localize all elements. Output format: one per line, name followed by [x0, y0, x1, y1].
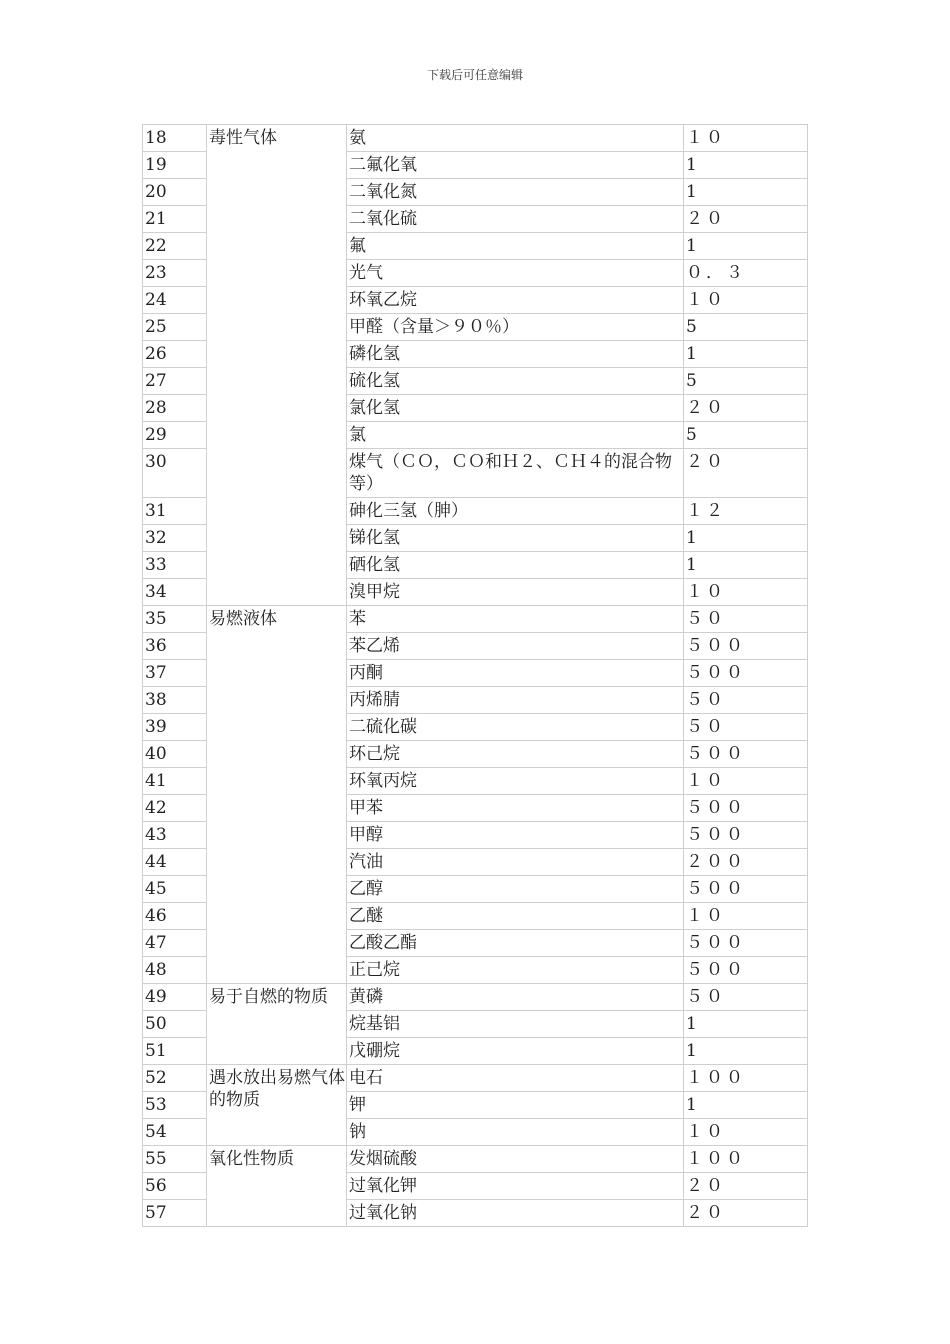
category-cell: 毒性气体: [207, 125, 347, 606]
row-number: 40: [143, 741, 207, 768]
row-number: 19: [143, 152, 207, 179]
threshold-quantity: ２０: [684, 1200, 808, 1227]
row-number: 22: [143, 233, 207, 260]
substance-name: 苯: [347, 606, 684, 633]
substance-name: 二氧化硫: [347, 206, 684, 233]
row-number: 57: [143, 1200, 207, 1227]
threshold-quantity: １０: [684, 768, 808, 795]
substance-name: 黄磷: [347, 984, 684, 1011]
row-number: 26: [143, 341, 207, 368]
row-number: 24: [143, 287, 207, 314]
substance-name: 磷化氢: [347, 341, 684, 368]
threshold-quantity: 1: [684, 1038, 808, 1065]
threshold-quantity: ５００: [684, 741, 808, 768]
substance-name: 发烟硫酸: [347, 1146, 684, 1173]
substance-name: 硫化氢: [347, 368, 684, 395]
table-row: [143, 125, 808, 152]
row-number: 54: [143, 1119, 207, 1146]
row-number: 33: [143, 552, 207, 579]
threshold-quantity: 5: [684, 422, 808, 449]
threshold-quantity: ５００: [684, 930, 808, 957]
row-number: 39: [143, 714, 207, 741]
substance-name: 二氟化氧: [347, 152, 684, 179]
table-row: [143, 1146, 808, 1173]
threshold-quantity: ５００: [684, 957, 808, 984]
row-number: 32: [143, 525, 207, 552]
row-number: 41: [143, 768, 207, 795]
threshold-quantity: 1: [684, 552, 808, 579]
substance-name: 环氧乙烷: [347, 287, 684, 314]
table-body: [143, 125, 808, 1227]
row-number: 46: [143, 903, 207, 930]
threshold-quantity: ２０: [684, 206, 808, 233]
substance-name: 甲醛（含量＞９０％）: [347, 314, 684, 341]
row-number: 51: [143, 1038, 207, 1065]
substance-name: 环己烷: [347, 741, 684, 768]
threshold-quantity: １０: [684, 579, 808, 606]
row-number: 36: [143, 633, 207, 660]
threshold-quantity: ２０: [684, 395, 808, 422]
substance-name: 电石: [347, 1065, 684, 1092]
threshold-quantity: １０: [684, 903, 808, 930]
substance-name: 过氧化钾: [347, 1173, 684, 1200]
substance-name: 溴甲烷: [347, 579, 684, 606]
threshold-quantity: 1: [684, 1092, 808, 1119]
substance-name: 钠: [347, 1119, 684, 1146]
threshold-quantity: 1: [684, 341, 808, 368]
substance-name: 氯化氢: [347, 395, 684, 422]
category-cell: 遇水放出易燃气体的物质: [207, 1065, 347, 1146]
substance-name: 乙醚: [347, 903, 684, 930]
substance-name: 丙酮: [347, 660, 684, 687]
threshold-quantity: ５０: [684, 714, 808, 741]
substance-name: 乙酸乙酯: [347, 930, 684, 957]
threshold-quantity: 5: [684, 314, 808, 341]
row-number: 53: [143, 1092, 207, 1119]
row-number: 47: [143, 930, 207, 957]
threshold-quantity: ２００: [684, 849, 808, 876]
substance-name: 光气: [347, 260, 684, 287]
threshold-quantity: ５００: [684, 633, 808, 660]
row-number: 20: [143, 179, 207, 206]
row-number: 34: [143, 579, 207, 606]
threshold-quantity: ２０: [684, 1173, 808, 1200]
table-row: [143, 984, 808, 1011]
substance-name: 烷基铝: [347, 1011, 684, 1038]
page-header: 下载后可任意编辑: [426, 68, 523, 82]
row-number: 42: [143, 795, 207, 822]
row-number: 30: [143, 449, 207, 498]
substance-name: 正己烷: [347, 957, 684, 984]
row-number: 35: [143, 606, 207, 633]
threshold-quantity: １００: [684, 1065, 808, 1092]
row-number: 43: [143, 822, 207, 849]
substance-name: 氯: [347, 422, 684, 449]
threshold-quantity: ５００: [684, 660, 808, 687]
substance-name: 甲苯: [347, 795, 684, 822]
threshold-quantity: 1: [684, 152, 808, 179]
substance-name: 过氧化钠: [347, 1200, 684, 1227]
substance-name: 砷化三氢（胂）: [347, 498, 684, 525]
category-cell: 易于自燃的物质: [207, 984, 347, 1065]
substance-name: 乙醇: [347, 876, 684, 903]
row-number: 29: [143, 422, 207, 449]
row-number: 37: [143, 660, 207, 687]
row-number: 21: [143, 206, 207, 233]
row-number: 27: [143, 368, 207, 395]
table-row: [143, 606, 808, 633]
substance-name: 二氧化氮: [347, 179, 684, 206]
hazard-substance-table: [142, 124, 808, 1227]
substance-name: 环氧丙烷: [347, 768, 684, 795]
row-number: 44: [143, 849, 207, 876]
substance-name: 二硫化碳: [347, 714, 684, 741]
row-number: 31: [143, 498, 207, 525]
substance-name: 煤气（ＣＯ，ＣＯ和Ｈ２、ＣＨ４的混合物等）: [347, 449, 684, 498]
row-number: 52: [143, 1065, 207, 1092]
row-number: 25: [143, 314, 207, 341]
row-number: 50: [143, 1011, 207, 1038]
threshold-quantity: 1: [684, 233, 808, 260]
threshold-quantity: 5: [684, 368, 808, 395]
threshold-quantity: 1: [684, 179, 808, 206]
threshold-quantity: 1: [684, 525, 808, 552]
threshold-quantity: １００: [684, 1146, 808, 1173]
substance-name: 硒化氢: [347, 552, 684, 579]
threshold-quantity: ２０: [684, 449, 808, 498]
table-row: [143, 1065, 808, 1092]
category-cell: 易燃液体: [207, 606, 347, 984]
substance-name: 戊硼烷: [347, 1038, 684, 1065]
threshold-quantity: ５００: [684, 795, 808, 822]
threshold-quantity: １２: [684, 498, 808, 525]
row-number: 38: [143, 687, 207, 714]
substance-name: 汽油: [347, 849, 684, 876]
threshold-quantity: ５０: [684, 687, 808, 714]
threshold-quantity: ５０: [684, 984, 808, 1011]
threshold-quantity: ５００: [684, 876, 808, 903]
threshold-quantity: 1: [684, 1011, 808, 1038]
category-cell: 氧化性物质: [207, 1146, 347, 1227]
threshold-quantity: １０: [684, 125, 808, 152]
substance-name: 氨: [347, 125, 684, 152]
threshold-quantity: ０．３: [684, 260, 808, 287]
substance-name: 苯乙烯: [347, 633, 684, 660]
row-number: 45: [143, 876, 207, 903]
row-number: 49: [143, 984, 207, 1011]
threshold-quantity: １０: [684, 287, 808, 314]
substance-name: 钾: [347, 1092, 684, 1119]
substance-name: 丙烯腈: [347, 687, 684, 714]
threshold-quantity: ５００: [684, 822, 808, 849]
row-number: 23: [143, 260, 207, 287]
row-number: 55: [143, 1146, 207, 1173]
threshold-quantity: ５０: [684, 606, 808, 633]
row-number: 56: [143, 1173, 207, 1200]
substance-name: 氟: [347, 233, 684, 260]
row-number: 28: [143, 395, 207, 422]
substance-name: 锑化氢: [347, 525, 684, 552]
threshold-quantity: １０: [684, 1119, 808, 1146]
row-number: 18: [143, 125, 207, 152]
row-number: 48: [143, 957, 207, 984]
substance-name: 甲醇: [347, 822, 684, 849]
